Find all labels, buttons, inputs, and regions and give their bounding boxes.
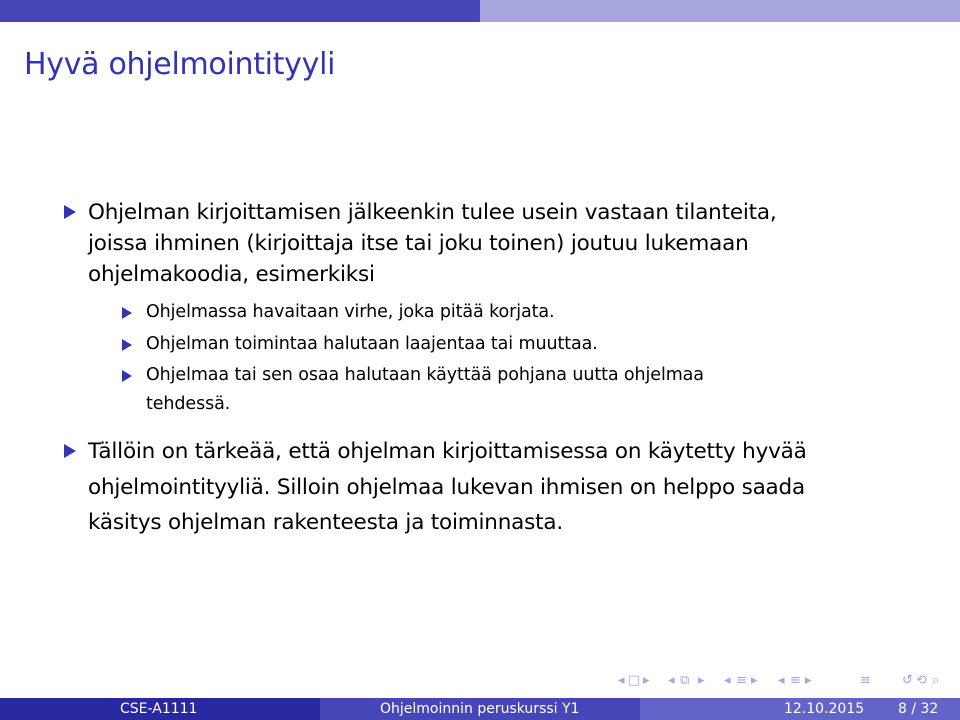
bullet-2-line-2: ohjelmointityyliä. Silloin ohjelmaa lukevan ihmisen on helppo saada [88,475,805,500]
footer-left [0,698,320,720]
course-name: Ohjelmoinnin peruskurssi Y1 [380,701,580,717]
footer-center [320,698,640,720]
sub-bullet-3-line-1: Ohjelmaa tai sen osaa halutaan käyttää pohjana uutta ohjelmaa [146,365,704,385]
nav-subsection-icon[interactable]: ⧉ [680,673,690,688]
sub-bullet-icon [122,370,132,382]
nav-prev-frame-icon[interactable]: ◂ [618,673,625,688]
nav-next-part-icon[interactable]: ▸ [805,673,812,688]
nav-next-subsection-icon[interactable]: ▸ [698,673,705,688]
nav-section-icon[interactable]: ≡ [736,673,747,688]
nav-back-icon[interactable]: ↺ [902,673,913,688]
bullet-2-line-1: Tällöin on tärkeää, että ohjelman kirjoittamisessa on käytetty hyvää [88,439,807,464]
bullet-1-line-3: ohjelmakoodia, esimerkiksi [88,262,375,287]
sub-bullet-1: Ohjelmassa havaitaan virhe, joka pitää korjata. [146,302,555,322]
bullet-2-line-3: käsitys ohjelman rakenteesta ja toiminnasta. [88,510,563,535]
bullet-1-line-2: joissa ihminen (kirjoittaja itse tai joku toinen) joutuu lukemaan [88,231,749,256]
page-number: 8 / 32 [898,701,939,717]
footer-right [640,698,960,720]
nav-next-frame-icon[interactable]: ▸ [643,673,650,688]
nav-part-icon[interactable]: ≡ [790,673,801,688]
slide-title: Hyvä ohjelmointityyli [24,47,336,82]
slide-date: 12.10.2015 [784,701,865,717]
nav-prev-subsection-icon[interactable]: ◂ [668,673,675,688]
sub-bullet-icon [122,307,132,319]
nav-prev-part-icon[interactable]: ◂ [778,673,785,688]
nav-frame-icon[interactable]: □ [628,673,641,688]
footer [0,698,960,720]
beamer-navigation [588,673,960,693]
nav-search-icon[interactable]: ⌕ [932,673,940,688]
bullet-1-line-1: Ohjelman kirjoittamisen jälkeenkin tulee usein vastaan tilanteita, [88,200,777,225]
sub-bullet-2: Ohjelman toimintaa halutaan laajentaa tai muuttaa. [146,334,598,354]
nav-toc-icon[interactable]: ≡ [860,673,871,688]
nav-undo-icon[interactable]: ⟲ [916,673,927,688]
sub-bullet-3-line-2: tehdessä. [146,394,231,414]
sub-bullet-icon [122,339,132,351]
nav-prev-section-icon[interactable]: ◂ [724,673,731,688]
bullet-icon [64,444,76,458]
course-code: CSE-A1111 [120,701,198,717]
bullet-icon [64,205,76,219]
nav-next-section-icon[interactable]: ▸ [751,673,758,688]
